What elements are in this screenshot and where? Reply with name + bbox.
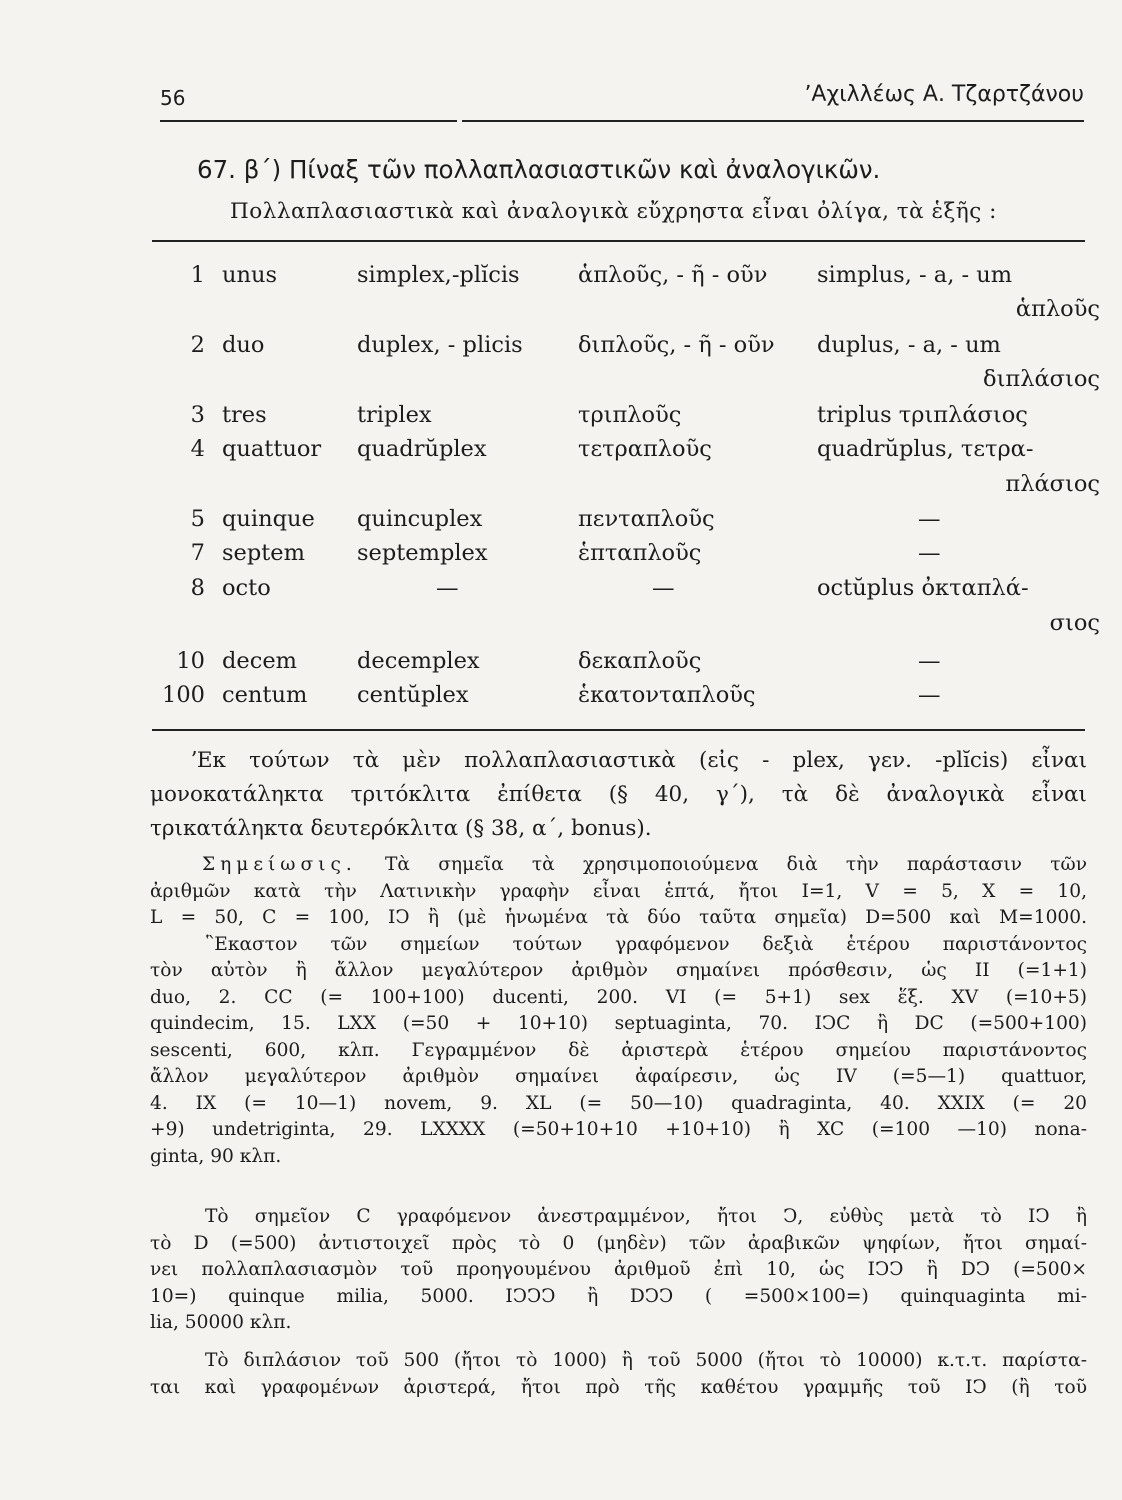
text-line: τρικατάληκτα δευτερόκλιτα (§ 38, α΄, bonus). (150, 816, 652, 841)
header-rule-left (160, 120, 457, 122)
table-bottom-rule (152, 729, 1085, 731)
analogical: — (918, 506, 941, 532)
text-line: νει πολλαπλασιασμὸν τοῦ προηγουμένου ἀριθμοῦ ἐπὶ 10, ὡς IↃↃ ἢ DↃ (=500× (150, 1259, 1087, 1280)
greek-analogical: διπλάσιος (983, 366, 1100, 392)
text-line: μονοκατάληκτα τριτόκλιτα ἐπίθετα (§ 40, γ΄), τὰ δὲ ἀναλογικὰ εἶναι (150, 782, 1087, 807)
multiplicatives-table (140, 262, 1100, 722)
text-line (150, 852, 1087, 879)
latin-numeral: centum (222, 682, 308, 708)
row-number: 1 (190, 262, 205, 288)
text-line: ται καὶ γραφομένων ἀριστερά, ἤτοι πρὸ τῆς καθέτου γραμμῆς τοῦ IↃ (ἢ τοῦ (150, 1376, 1087, 1398)
text-line: 4. IX (= 10—1) novem, 9. XL (= 50—10) quadraginta, 40. XXIX (= 20 (150, 1092, 1087, 1114)
analogical: — (918, 648, 941, 674)
text-line: τὸ D (=500) ἀντιστοιχεῖ πρὸς τὸ 0 (μηδὲν) τῶν ἀραβικῶν ψηφίων, ἤτοι σημαί- (150, 1232, 1087, 1254)
text-line: sescenti, 600, κλπ. Γεγραμμένον δὲ ἀριστερὰ ἑτέρου σημείου παριστάνοντος (150, 1039, 1087, 1061)
page-number: 56 (160, 86, 186, 110)
latin-numeral: octo (222, 575, 271, 601)
running-head-author: ʼΑχιλλέως Α. Τζαρτζάνου (804, 82, 1084, 107)
paragraph-declension (150, 744, 1087, 846)
row-number: 3 (190, 402, 205, 428)
text-line: ginta, 90 κλπ. (150, 1145, 282, 1167)
greek-multiplicative: — (652, 575, 675, 601)
text-line: lia, 50000 κλπ. (150, 1312, 292, 1333)
latin-multiplicative: centŭplex (357, 682, 469, 708)
text-line: +9) undetriginta, 29. LXXXX (=50+10+10 +10+10) ἢ XC (=100 —10) nona- (150, 1119, 1087, 1140)
latin-multiplicative: duplex, - plicis (357, 332, 523, 358)
text-segment: Τὰ σημεῖα τὰ χρησιμοποιούμενα διὰ τὴν παράστασιν τῶν (385, 854, 1087, 875)
header-rule-right (462, 120, 1084, 122)
greek-multiplicative: πενταπλοῦς (578, 506, 715, 532)
greek-analogical: σιος (1049, 610, 1100, 636)
latin-numeral: unus (222, 262, 278, 288)
row-number: 2 (190, 332, 205, 358)
text-line: quindecim, 15. LXX (=50 + 10+10) septuaginta, 70. IↃC ἢ DC (=500+100) (150, 1013, 1087, 1034)
latin-numeral: quattuor (222, 436, 322, 462)
row-number: 8 (190, 575, 205, 601)
latin-numeral: septem (222, 540, 305, 566)
text-line: ʼΕκ τούτων τὰ μὲν πολλαπλασιαστικὰ (εἰς - plex, γεν. -plĭcis) εἶναι (190, 748, 1087, 773)
analogical: duplus, - a, - um (817, 332, 1001, 358)
row-number: 100 (162, 682, 205, 708)
text-line: duo, 2. CC (= 100+100) ducenti, 200. VI (= 5+1) sex ἕξ. XV (=10+5) (150, 986, 1087, 1008)
latin-multiplicative: quincuplex (357, 506, 483, 532)
greek-multiplicative: τετραπλοῦς (578, 436, 712, 462)
greek-multiplicative: δεκαπλοῦς (578, 648, 702, 674)
running-header (160, 82, 1084, 116)
latin-multiplicative: decemplex (357, 648, 480, 674)
latin-numeral: tres (222, 402, 267, 428)
greek-analogical: ἁπλοῦς (1015, 296, 1100, 322)
text-line: 10=) quinque milia, 5000. IↃↃↃ ἢ DↃↃ ( =500×100=) quinquaginta mi- (150, 1285, 1087, 1307)
greek-multiplicative: διπλοῦς, - ῆ - οῦν (578, 332, 775, 358)
row-number: 4 (190, 436, 205, 462)
section-title: 67. β΄) Πίναξ τῶν πολλαπλασιαστικῶν καὶ ἀναλογικῶν. (197, 155, 881, 184)
latin-numeral: quinque (222, 506, 315, 532)
analogical: octŭplus ὀκταπλά- (817, 575, 1029, 601)
text-line: ἄλλον μεγαλύτερον ἀριθμὸν σημαίνει ἀφαίρεσιν, ὡς IV (=5—1) quattuor, (150, 1066, 1087, 1087)
text-line: ἀριθμῶν κατὰ τὴν Λατινικὴν γραφὴν εἶναι ἑπτά, ἤτοι I=1, V = 5, X = 10, (150, 880, 1087, 902)
note-reversed-c (150, 1204, 1087, 1337)
row-number: 5 (190, 506, 205, 532)
latin-numeral: decem (222, 648, 297, 674)
latin-numeral: duo (222, 332, 265, 358)
latin-multiplicative: simplex,-plĭcis (357, 262, 520, 288)
latin-multiplicative: — (436, 575, 459, 601)
section-intro: Πολλαπλασιαστικὰ καὶ ἀναλογικὰ εὔχρηστα εἶναι ὀλίγα, τὰ ἑξῆς : (230, 199, 997, 224)
text-line: ῝Εκαστον τῶν σημείων τούτων γραφόμενον δεξιὰ ἑτέρου παριστάνοντος (205, 933, 1087, 955)
text-line: L = 50, C = 100, IↃ ἢ (μὲ ἡνωμένα τὰ δύο ταῦτα σημεῖα) D=500 καὶ M=1000. (150, 907, 1087, 928)
note-label: Σημείωσις. (202, 854, 357, 875)
greek-multiplicative: ἑκατονταπλοῦς (578, 682, 756, 708)
row-number: 10 (176, 648, 205, 674)
greek-multiplicative: ἑπταπλοῦς (578, 540, 702, 566)
note-roman-numerals (150, 852, 1087, 1170)
analogical: simplus, - a, - um (817, 262, 1013, 288)
analogical: — (918, 682, 941, 708)
text-line: Τὸ διπλάσιον τοῦ 500 (ἤτοι τὸ 1000) ἢ τοῦ 5000 (ἤτοι τὸ 10000) κ.τ.τ. παρίστα- (205, 1350, 1087, 1371)
latin-multiplicative: septemplex (357, 540, 488, 566)
greek-multiplicative: ἁπλοῦς, - ῆ - οῦν (578, 262, 768, 288)
text-line: Τὸ σημεῖον C γραφόμενον ἀνεστραμμένον, ἤτοι Ↄ, εὐθὺς μετὰ τὸ IↃ ἢ (205, 1206, 1087, 1227)
greek-multiplicative: τριπλοῦς (578, 402, 682, 428)
text-line: τὸν αὐτὸν ἢ ἄλλον μεγαλύτερον ἀριθμὸν σημαίνει πρόσθεσιν, ὡς II (=1+1) (150, 960, 1087, 981)
latin-multiplicative: triplex (357, 402, 432, 428)
analogical: — (918, 540, 941, 566)
latin-multiplicative: quadrŭplex (357, 436, 487, 462)
table-top-rule (152, 240, 1085, 242)
greek-analogical: πλάσιος (1005, 471, 1100, 497)
analogical: triplus τριπλάσιος (817, 402, 1028, 428)
note-double (150, 1348, 1087, 1401)
row-number: 7 (190, 540, 205, 566)
analogical: quadrŭplus, τετρα- (817, 436, 1034, 462)
